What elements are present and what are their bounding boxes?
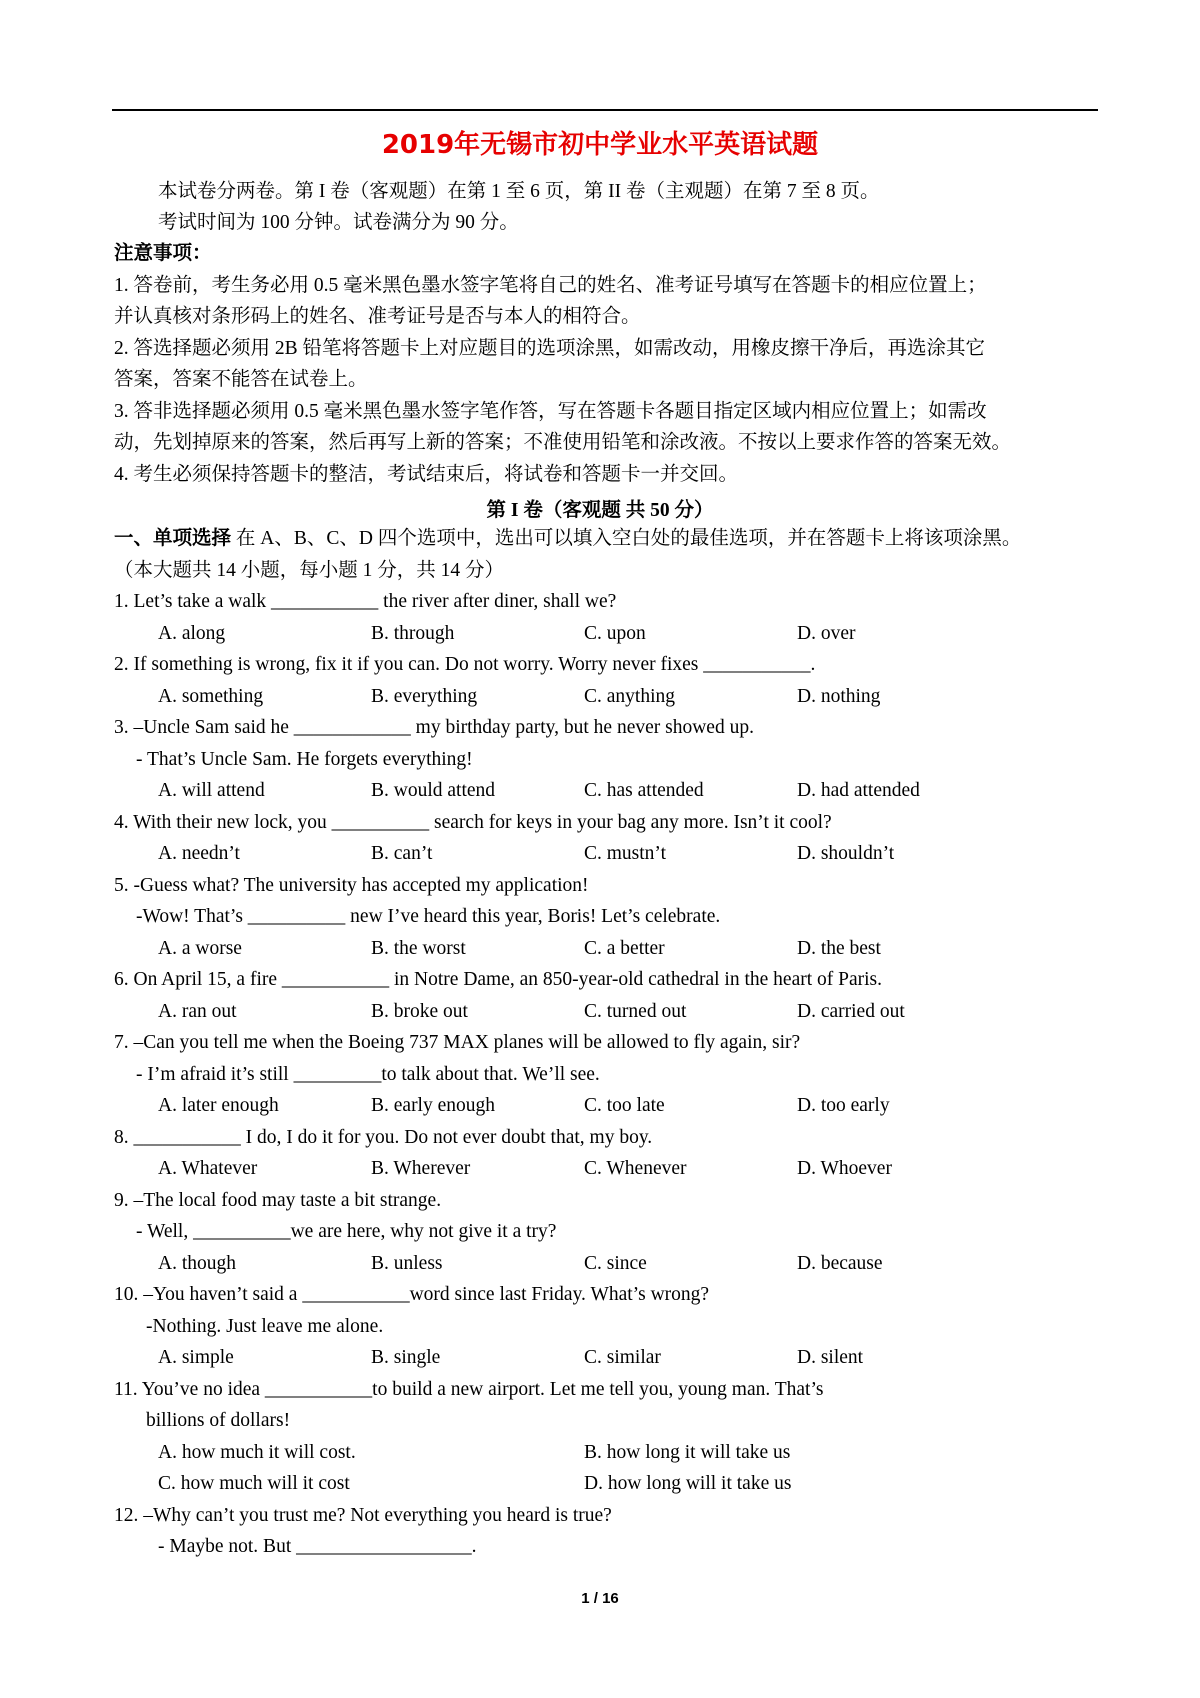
exam-title: 2019年无锡市初中学业水平英语试题 <box>381 130 819 160</box>
question-stem-reply: -Wow! That’s __________ new I’ve heard this year, Boris! Let’s celebrate. <box>136 906 721 927</box>
option-c: C. since <box>584 1253 647 1274</box>
question-stem: 12. –Why can’t you trust me? Not everything you heard is true? <box>114 1505 612 1526</box>
question-stem-reply: - I’m afraid it’s still _________to talk about that. We’ll see. <box>136 1064 600 1085</box>
option-d: D. how long will it take us <box>584 1473 792 1494</box>
option-d: D. Whoever <box>797 1158 892 1179</box>
question-stem: 7. –Can you tell me when the Boeing 737 MAX planes will be allowed to fly again, sir? <box>114 1032 801 1053</box>
question-stem-reply: - Well, __________we are here, why not give it a try? <box>136 1221 557 1242</box>
section-1-note: （本大题共 14 小题，每小题 1 分，共 14 分） <box>114 560 505 581</box>
option-a: A. needn’t <box>158 843 240 864</box>
question-stem: 1. Let’s take a walk ___________ the river after diner, shall we? <box>114 591 617 612</box>
question-stem: 9. –The local food may taste a bit strange. <box>114 1190 442 1211</box>
notice-line: 4. 考生必须保持答题卡的整洁，考试结束后，将试卷和答题卡一并交回。 <box>114 464 739 485</box>
intro-line-2: 考试时间为 100 分钟。试卷满分为 90 分。 <box>158 212 519 233</box>
option-a: A. how much it will cost. <box>158 1442 356 1463</box>
option-d: D. because <box>797 1253 883 1274</box>
option-c: C. anything <box>584 686 675 707</box>
question-stem: 8. ___________ I do, I do it for you. Do not ever doubt that, my boy. <box>114 1127 653 1148</box>
page-number: 1 / 16 <box>581 1590 619 1607</box>
question-stem: 5. -Guess what? The university has accepted my application! <box>114 875 589 896</box>
option-d: D. silent <box>797 1347 864 1368</box>
option-d: D. carried out <box>797 1001 905 1022</box>
option-a: A. simple <box>158 1347 234 1368</box>
option-b: B. can’t <box>371 843 433 864</box>
question-stem: 6. On April 15, a fire ___________ in Notre Dame, an 850-year-old cathedral in the heart of Paris. <box>114 969 883 990</box>
option-b: B. how long it will take us <box>584 1442 791 1463</box>
section-1-label: 一、单项选择 <box>114 528 232 549</box>
option-c: C. Whenever <box>584 1158 687 1179</box>
top-rule <box>112 109 1098 111</box>
notice-line: 3. 答非选择题必须用 0.5 毫米黑色墨水签字笔作答，写在答题卡各题目指定区域内相应位置上；如需改 <box>114 401 987 422</box>
question-stem-continued: billions of dollars! <box>146 1410 291 1431</box>
option-d: D. had attended <box>797 780 920 801</box>
section-1-heading <box>114 525 1021 553</box>
option-d: D. over <box>797 623 856 644</box>
option-a: A. later enough <box>158 1095 279 1116</box>
option-b: B. early enough <box>371 1095 496 1116</box>
question-stem: 2. If something is wrong, fix it if you can. Do not worry. Worry never fixes ___________. <box>114 654 816 675</box>
option-b: B. single <box>371 1347 441 1368</box>
question-stem-reply: -Nothing. Just leave me alone. <box>146 1316 384 1337</box>
option-c: C. has attended <box>584 780 704 801</box>
question-stem: 11. You’ve no idea ___________to build a new airport. Let me tell you, young man. That’s <box>114 1379 824 1400</box>
option-a: A. though <box>158 1253 236 1274</box>
option-b: B. would attend <box>371 780 496 801</box>
option-d: D. shouldn’t <box>797 843 895 864</box>
option-a: A. ran out <box>158 1001 237 1022</box>
question-stem: 10. –You haven’t said a ___________word since last Friday. What’s wrong? <box>114 1284 710 1305</box>
notice-line: 答案，答案不能答在试卷上。 <box>114 369 368 390</box>
option-b: B. the worst <box>371 938 466 959</box>
option-a: A. a worse <box>158 938 242 959</box>
part-1-heading: 第 I 卷（客观题 共 50 分） <box>486 500 714 521</box>
option-b: B. Wherever <box>371 1158 471 1179</box>
question-stem: 4. With their new lock, you __________ search for keys in your bag any more. Isn’t it cool? <box>114 812 832 833</box>
section-1-instruction: 在 A、B、C、D 四个选项中，选出可以填入空白处的最佳选项，并在答题卡上将该项涂黑。 <box>231 528 1022 549</box>
option-a: A. something <box>158 686 264 707</box>
intro-line-1: 本试卷分两卷。第 I 卷（客观题）在第 1 至 6 页，第 II 卷（主观题）在第 7 至 8 页。 <box>158 181 880 202</box>
option-c: C. a better <box>584 938 665 959</box>
question-stem-reply: - That’s Uncle Sam. He forgets everything! <box>136 749 473 770</box>
option-c: C. turned out <box>584 1001 687 1022</box>
notice-line: 1. 答卷前，考生务必用 0.5 毫米黑色墨水签字笔将自己的姓名、准考证号填写在答题卡的相应位置上； <box>114 275 987 296</box>
option-b: B. everything <box>371 686 478 707</box>
option-b: B. through <box>371 623 455 644</box>
option-a: A. Whatever <box>158 1158 258 1179</box>
option-a: A. along <box>158 623 226 644</box>
option-d: D. nothing <box>797 686 881 707</box>
option-a: A. will attend <box>158 780 265 801</box>
option-c: C. too late <box>584 1095 665 1116</box>
option-c: C. mustn’t <box>584 843 666 864</box>
option-b: B. broke out <box>371 1001 468 1022</box>
option-b: B. unless <box>371 1253 443 1274</box>
option-c: C. how much will it cost <box>158 1473 350 1494</box>
question-stem: 3. –Uncle Sam said he ____________ my birthday party, but he never showed up. <box>114 717 754 738</box>
option-c: C. upon <box>584 623 646 644</box>
option-c: C. similar <box>584 1347 661 1368</box>
notice-line: 动，先划掉原来的答案，然后再写上新的答案；不准使用铅笔和涂改液。不按以上要求作答的答案无效。 <box>114 432 1012 453</box>
option-d: D. the best <box>797 938 881 959</box>
notice-line: 2. 答选择题必须用 2B 铅笔将答题卡上对应题目的选项涂黑，如需改动，用橡皮擦干净后，再选涂其它 <box>114 338 986 359</box>
notice-line: 并认真核对条形码上的姓名、准考证号是否与本人的相符合。 <box>114 306 641 327</box>
question-stem-reply: - Maybe not. But __________________. <box>158 1536 477 1557</box>
option-d: D. too early <box>797 1095 890 1116</box>
notice-heading: 注意事项： <box>114 243 212 264</box>
